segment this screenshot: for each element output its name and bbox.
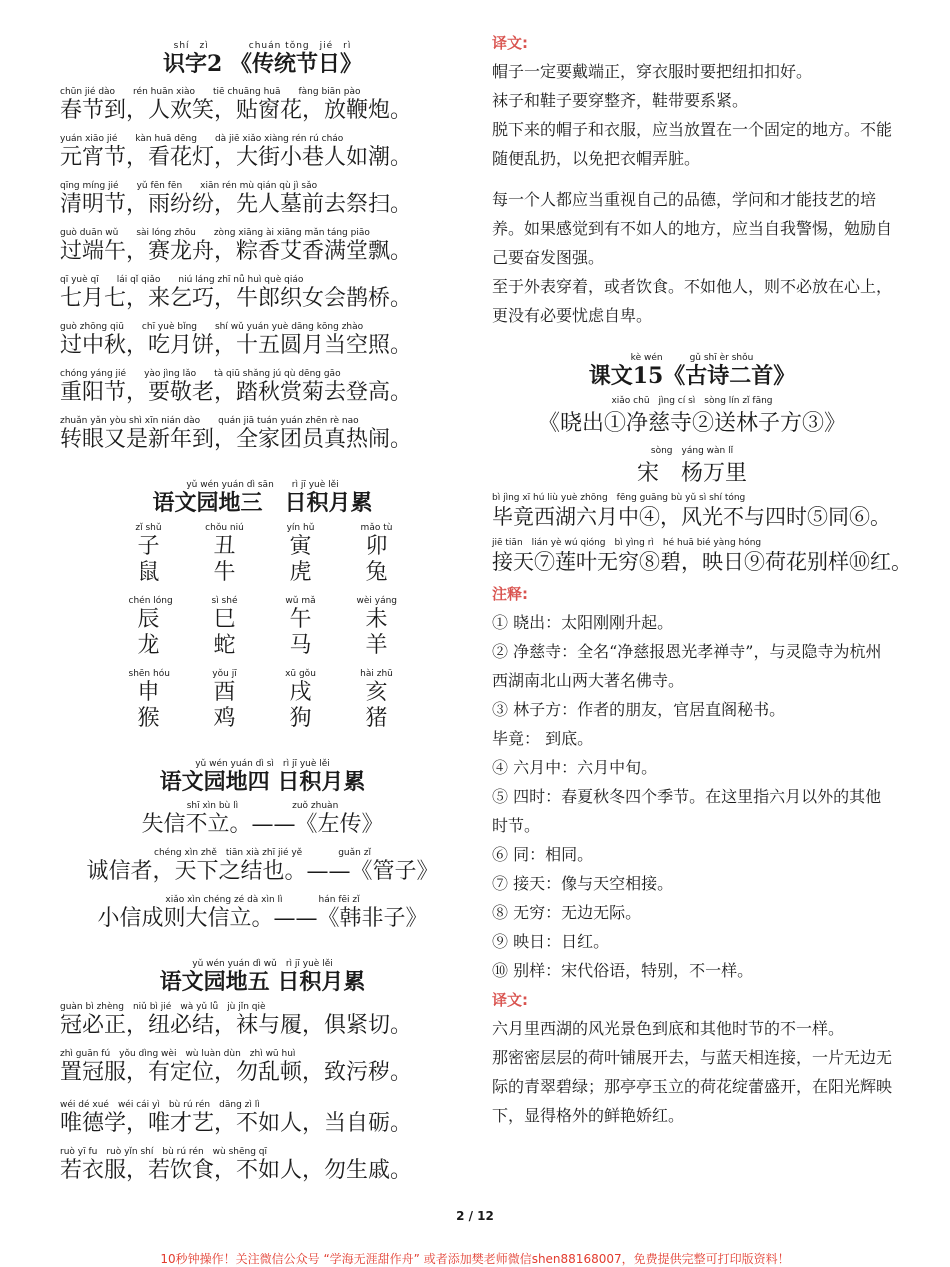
zodiac-word: 辰龙	[137, 606, 160, 658]
zodiac-pinyin: mǎo tù	[360, 522, 393, 533]
note-item: ② 净慈寺：全名“净慈报恩光孝禅寺”，与灵隐寺为杭州西湖南北山两大著名佛寺。	[492, 642, 882, 691]
zodiac-row	[60, 607, 465, 659]
zodiac-pinyin: zǐ shǔ	[135, 522, 162, 533]
festival-pinyin: guò duān wǔ sài lóng zhōu zòng xiāng ài xiāng mǎn táng piāo	[60, 228, 370, 239]
zodiac-row	[60, 534, 465, 586]
translation-heading: 译文:	[492, 34, 528, 52]
zodiac-word: 午马	[289, 606, 312, 658]
verse-pinyin: zhì guān fú yǒu dìng wèi wù luàn dùn zhì wū huì	[60, 1048, 296, 1059]
note-item: ⑦ 接天：像与天空相接。	[492, 874, 674, 894]
garden4-title: 语文园地四 日积月累	[159, 768, 366, 795]
lesson15-title: 课文15《古诗二首》	[588, 363, 796, 389]
notes-heading: 注释:	[492, 585, 528, 604]
zodiac-pinyin: chǒu niú	[205, 522, 244, 533]
verse-pinyin: guàn bì zhèng niǔ bì jié wà yǔ lǚ jù jǐn qiè	[60, 1001, 266, 1012]
translation-paragraph: 每一个人都应当重视自己的品德，学问和才能技艺的培养。如果感觉到有不如人的地方，应当自我警惕，勉励自己要奋发图强。	[492, 190, 893, 267]
translation-paragraph: 那密密层层的荷叶铺展开去，与蓝天相连接，一片无边无际的青翠碧绿；那亭亭玉立的荷花绽蕾盛开，在阳光辉映下，显得格外的鲜艳娇红。	[492, 1048, 893, 1126]
festival-pinyin: chóng yáng jié yào jìng lǎo tà qiū shǎng jú qù dēng gāo	[60, 369, 341, 380]
translation-1	[492, 57, 892, 173]
poem-line-text: 接天⑦莲叶无穷⑧碧，映日⑨荷花别样⑩红。	[492, 550, 912, 575]
zodiac-pinyin: hài zhū	[360, 668, 393, 679]
note-item: ⑥ 同：相同。	[492, 845, 594, 865]
translation-3-heading: 译文:	[492, 991, 528, 1010]
festival-line: 转眼又是新年到，全家团员真热闹。	[60, 427, 413, 453]
note-item: ① 晓出：太阳刚刚升起。	[492, 613, 674, 633]
translation-paragraph: 六月里西湖的风光景色到底和其他时节的不一样。	[492, 1019, 845, 1039]
poem-author: 宋 杨万里	[636, 461, 747, 487]
festival-line: 过中秋，吃月饼，十五圆月当空照。	[60, 333, 413, 359]
lesson-title-pinyin: shí zì chuán tǒng jié rì	[173, 41, 352, 51]
note-item: 毕竟： 到底。	[492, 729, 594, 749]
poem-line-text: 毕竟西湖六月中④，风光不与四时⑤同⑥。	[492, 505, 891, 530]
quote-line: 小信成则大信立。——《韩非子》	[97, 906, 428, 932]
zodiac-pinyin: xū gǒu	[285, 668, 316, 679]
festival-pinyin: guò zhōng qiū chī yuè bǐng shí wǔ yuán yuè dāng kōng zhào	[60, 322, 364, 333]
verse-line: 唯德学，唯才艺，不如人，当自砺。	[60, 1110, 413, 1136]
festival-pinyin: qī yuè qī lái qǐ qiǎo niú láng zhī nǚ huì què qiáo	[60, 275, 304, 286]
note-item: ④ 六月中：六月中旬。	[492, 758, 658, 778]
quote-pinyin: shī xìn bù lì zuǒ zhuàn	[186, 801, 339, 812]
translation-paragraph: 帽子一定要戴端正，穿衣服时要把纽扣扣好。	[492, 62, 813, 81]
right-column	[492, 32, 912, 1130]
zodiac-table	[60, 523, 465, 732]
zodiac-pinyin-row	[60, 669, 465, 680]
garden5-verses	[60, 1002, 465, 1184]
zodiac-pinyin-row	[60, 523, 465, 534]
zodiac-word: 丑牛	[213, 533, 236, 585]
zodiac-word: 酉鸡	[213, 679, 236, 731]
festival-line: 春节到，人欢笑，贴窗花，放鞭炮。	[60, 98, 413, 124]
note-item: ⑤ 四时：春夏秋冬四个季节。在这里指六月以外的其他时节。	[492, 787, 882, 836]
verse-pinyin: ruò yī fu ruò yǐn shí bù rú rén wù shēng qī	[60, 1146, 268, 1157]
poem-pinyin: jiē tiān lián yè wú qióng bì yìng rì hé huā bié yàng hóng	[492, 538, 762, 549]
festival-line: 重阳节，要敬老，踏秋赏菊去登高。	[60, 380, 413, 406]
zodiac-pinyin: yǒu jī	[212, 668, 237, 679]
quote-line: 诚信者，天下之结也。——《管子》	[86, 859, 439, 885]
zodiac-word: 子鼠	[137, 533, 160, 585]
verse-line: 置冠服，有定位，勿乱顿，致污秽。	[60, 1059, 413, 1085]
garden5-title-pinyin: yǔ wén yuán dì wǔ rì jī yuè lěi	[192, 959, 333, 970]
festival-pinyin: qīng míng jié yǔ fēn fēn xiān rén mù qián qù jì sǎo	[60, 181, 318, 192]
quote-line: 失信不立。——《左传》	[141, 812, 384, 838]
note-item: ⑨ 映日：日红。	[492, 932, 610, 952]
translation-paragraph: 至于外表穿着，或者饮食。不如他人，则不必放在心上，更没有必要忧虑自卑。	[492, 277, 893, 325]
quote-pinyin: xiǎo xìn chéng zé dà xìn lì hán fēi zǐ	[165, 895, 360, 906]
quote-pinyin: chéng xìn zhě tiān xià zhī jié yě guǎn zǐ	[154, 848, 371, 859]
zodiac-pinyin: wǔ mǎ	[285, 595, 316, 606]
garden4-title-pinyin: yǔ wén yuán dì sì rì jī yuè lěi	[195, 758, 330, 769]
page-number: 2 / 12	[456, 1209, 494, 1223]
zodiac-pinyin-row	[60, 596, 465, 607]
zodiac-word: 亥猪	[365, 679, 388, 731]
translation-2	[492, 185, 892, 330]
festival-line: 清明节，雨纷纷，先人墓前去祭扫。	[60, 192, 413, 218]
footer-notice: 10秒钟操作！关注微信公众号 “学海无涯甜作舟” 或者添加樊老师微信shen88168007，免费提供完整可打印版资料！	[160, 1252, 790, 1266]
zodiac-word: 卯兔	[365, 533, 388, 585]
verse-line: 若衣服，若饮食，不如人，勿生戚。	[60, 1157, 413, 1183]
notes-list	[492, 608, 892, 985]
left-column	[60, 38, 465, 1194]
garden4-quotes	[60, 801, 465, 932]
garden3-title: 语文园地三 日积月累	[152, 490, 373, 517]
festival-pinyin: zhuǎn yǎn yòu shì xīn nián dào quán jiā tuán yuán zhēn rè nao	[60, 416, 359, 427]
poem-lines	[492, 493, 912, 575]
festival-poem	[60, 87, 465, 453]
zodiac-pinyin: shēn hóu	[128, 668, 170, 679]
translation-3	[492, 1014, 892, 1130]
zodiac-pinyin: chén lóng	[128, 595, 173, 606]
poem-title: 《晓出①净慈寺②送林子方③》	[537, 411, 846, 437]
garden5-title: 语文园地五 日积月累	[159, 969, 366, 996]
translation-paragraph: 袜子和鞋子要穿整齐，鞋带要系紧。	[492, 91, 749, 110]
zodiac-word: 戌狗	[289, 679, 312, 731]
poem-pinyin: bì jìng xī hú liù yuè zhōng fēng guāng bù yǔ sì shí tóng	[492, 493, 746, 504]
lesson-title: 识字2 《传统节日》	[163, 51, 362, 77]
zodiac-word: 未羊	[365, 606, 388, 658]
note-item: ⑧ 无穷：无边无际。	[492, 903, 642, 923]
zodiac-row	[60, 680, 465, 732]
zodiac-word: 巳蛇	[213, 606, 236, 658]
verse-pinyin: wéi dé xué wéi cái yì bù rú rén dāng zì lì	[60, 1099, 260, 1110]
festival-line: 元宵节，看花灯，大街小巷人如潮。	[60, 145, 413, 171]
festival-line: 七月七，来乞巧，牛郎织女会鹊桥。	[60, 286, 413, 312]
festival-line: 过端午，赛龙舟，粽香艾香满堂飘。	[60, 239, 413, 265]
garden3-title-pinyin: yǔ wén yuán dì sān rì jī yuè lěi	[186, 480, 339, 491]
zodiac-word: 寅虎	[289, 533, 312, 585]
festival-pinyin: chūn jié dào rén huān xiào tiē chuāng huā fàng biān pào	[60, 87, 361, 98]
poem-title-pinyin: xiǎo chū jìng cí sì sòng lín zǐ fāng	[611, 396, 773, 407]
zodiac-word: 申猴	[137, 679, 160, 731]
verse-line: 冠必正，纽必结，袜与履，俱紧切。	[60, 1012, 413, 1038]
zodiac-pinyin: yín hǔ	[286, 522, 315, 533]
author-pinyin: sòng yáng wàn lǐ	[650, 446, 734, 457]
note-item: ⑩ 别样：宋代俗语，特别，不一样。	[492, 961, 754, 981]
festival-pinyin: yuán xiāo jié kàn huā dēng dà jiē xiǎo xiàng rén rú cháo	[60, 134, 344, 145]
zodiac-pinyin: sì shé	[211, 595, 238, 606]
lesson15-title-pinyin: kè wén gǔ shī èr shǒu	[630, 353, 754, 363]
translation-paragraph: 脱下来的帽子和衣服，应当放置在一个固定的地方。不能随便乱扔，以免把衣帽弄脏。	[492, 120, 893, 168]
zodiac-pinyin: wèi yáng	[356, 595, 398, 606]
note-item: ③ 林子方：作者的朋友，官居直阁秘书。	[492, 700, 786, 720]
